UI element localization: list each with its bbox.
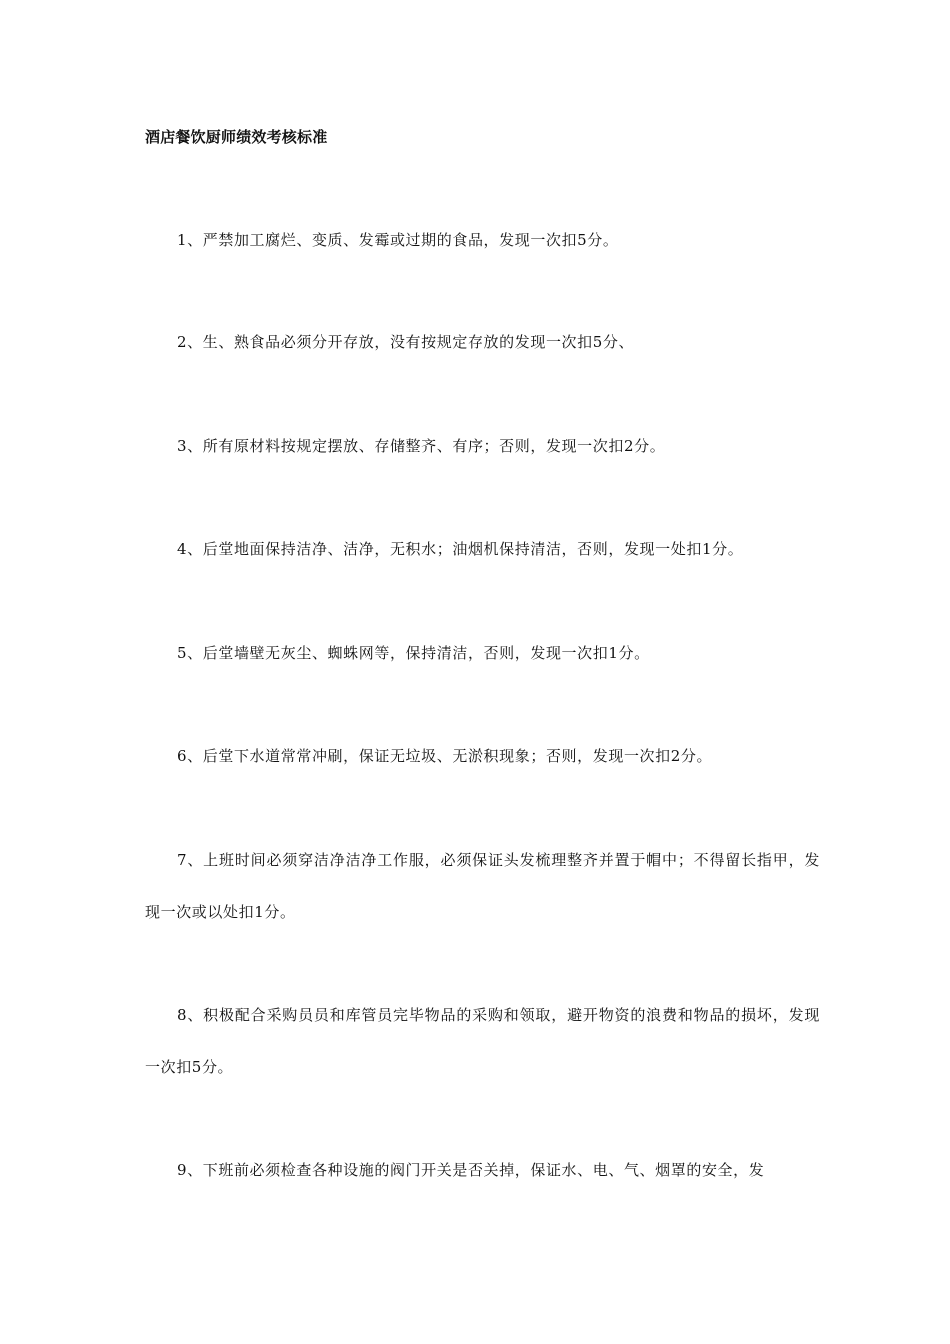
- rule-item-9: 9、下班前必须检查各种设施的阀门开关是否关掉，保证水、电、气、烟罩的安全，发: [177, 1161, 765, 1179]
- rule-item-7: 7、上班时间必须穿洁净洁净工作服，必须保证头发梳理整齐并置于帽中；不得留长指甲，发现一次或以处扣1分。: [145, 851, 820, 921]
- rule-item-4: 4、后堂地面保持洁净、洁净，无积水；油烟机保持清洁，否则，发现一处扣1分。: [177, 540, 744, 558]
- document-title: 酒店餐饮厨师绩效考核标准: [145, 128, 328, 146]
- rule-item-2: 2、生、熟食品必须分开存放，没有按规定存放的发现一次扣5分、: [177, 333, 635, 351]
- rule-item-1: 1、严禁加工腐烂、变质、发霉或过期的食品，发现一次扣5分。: [177, 231, 619, 249]
- rule-item-5: 5、后堂墙壁无灰尘、蜘蛛网等，保持清洁，否则，发现一次扣1分。: [177, 644, 650, 662]
- rule-item-8: 8、积极配合采购员员和库管员完毕物品的采购和领取，避开物资的浪费和物品的损坏，发现一次扣5分。: [145, 1006, 820, 1076]
- rule-item-6: 6、后堂下水道常常冲刷，保证无垃圾、无淤积现象；否则，发现一次扣2分。: [177, 747, 713, 765]
- rule-item-3: 3、所有原材料按规定摆放、存储整齐、有序；否则，发现一次扣2分。: [177, 437, 666, 455]
